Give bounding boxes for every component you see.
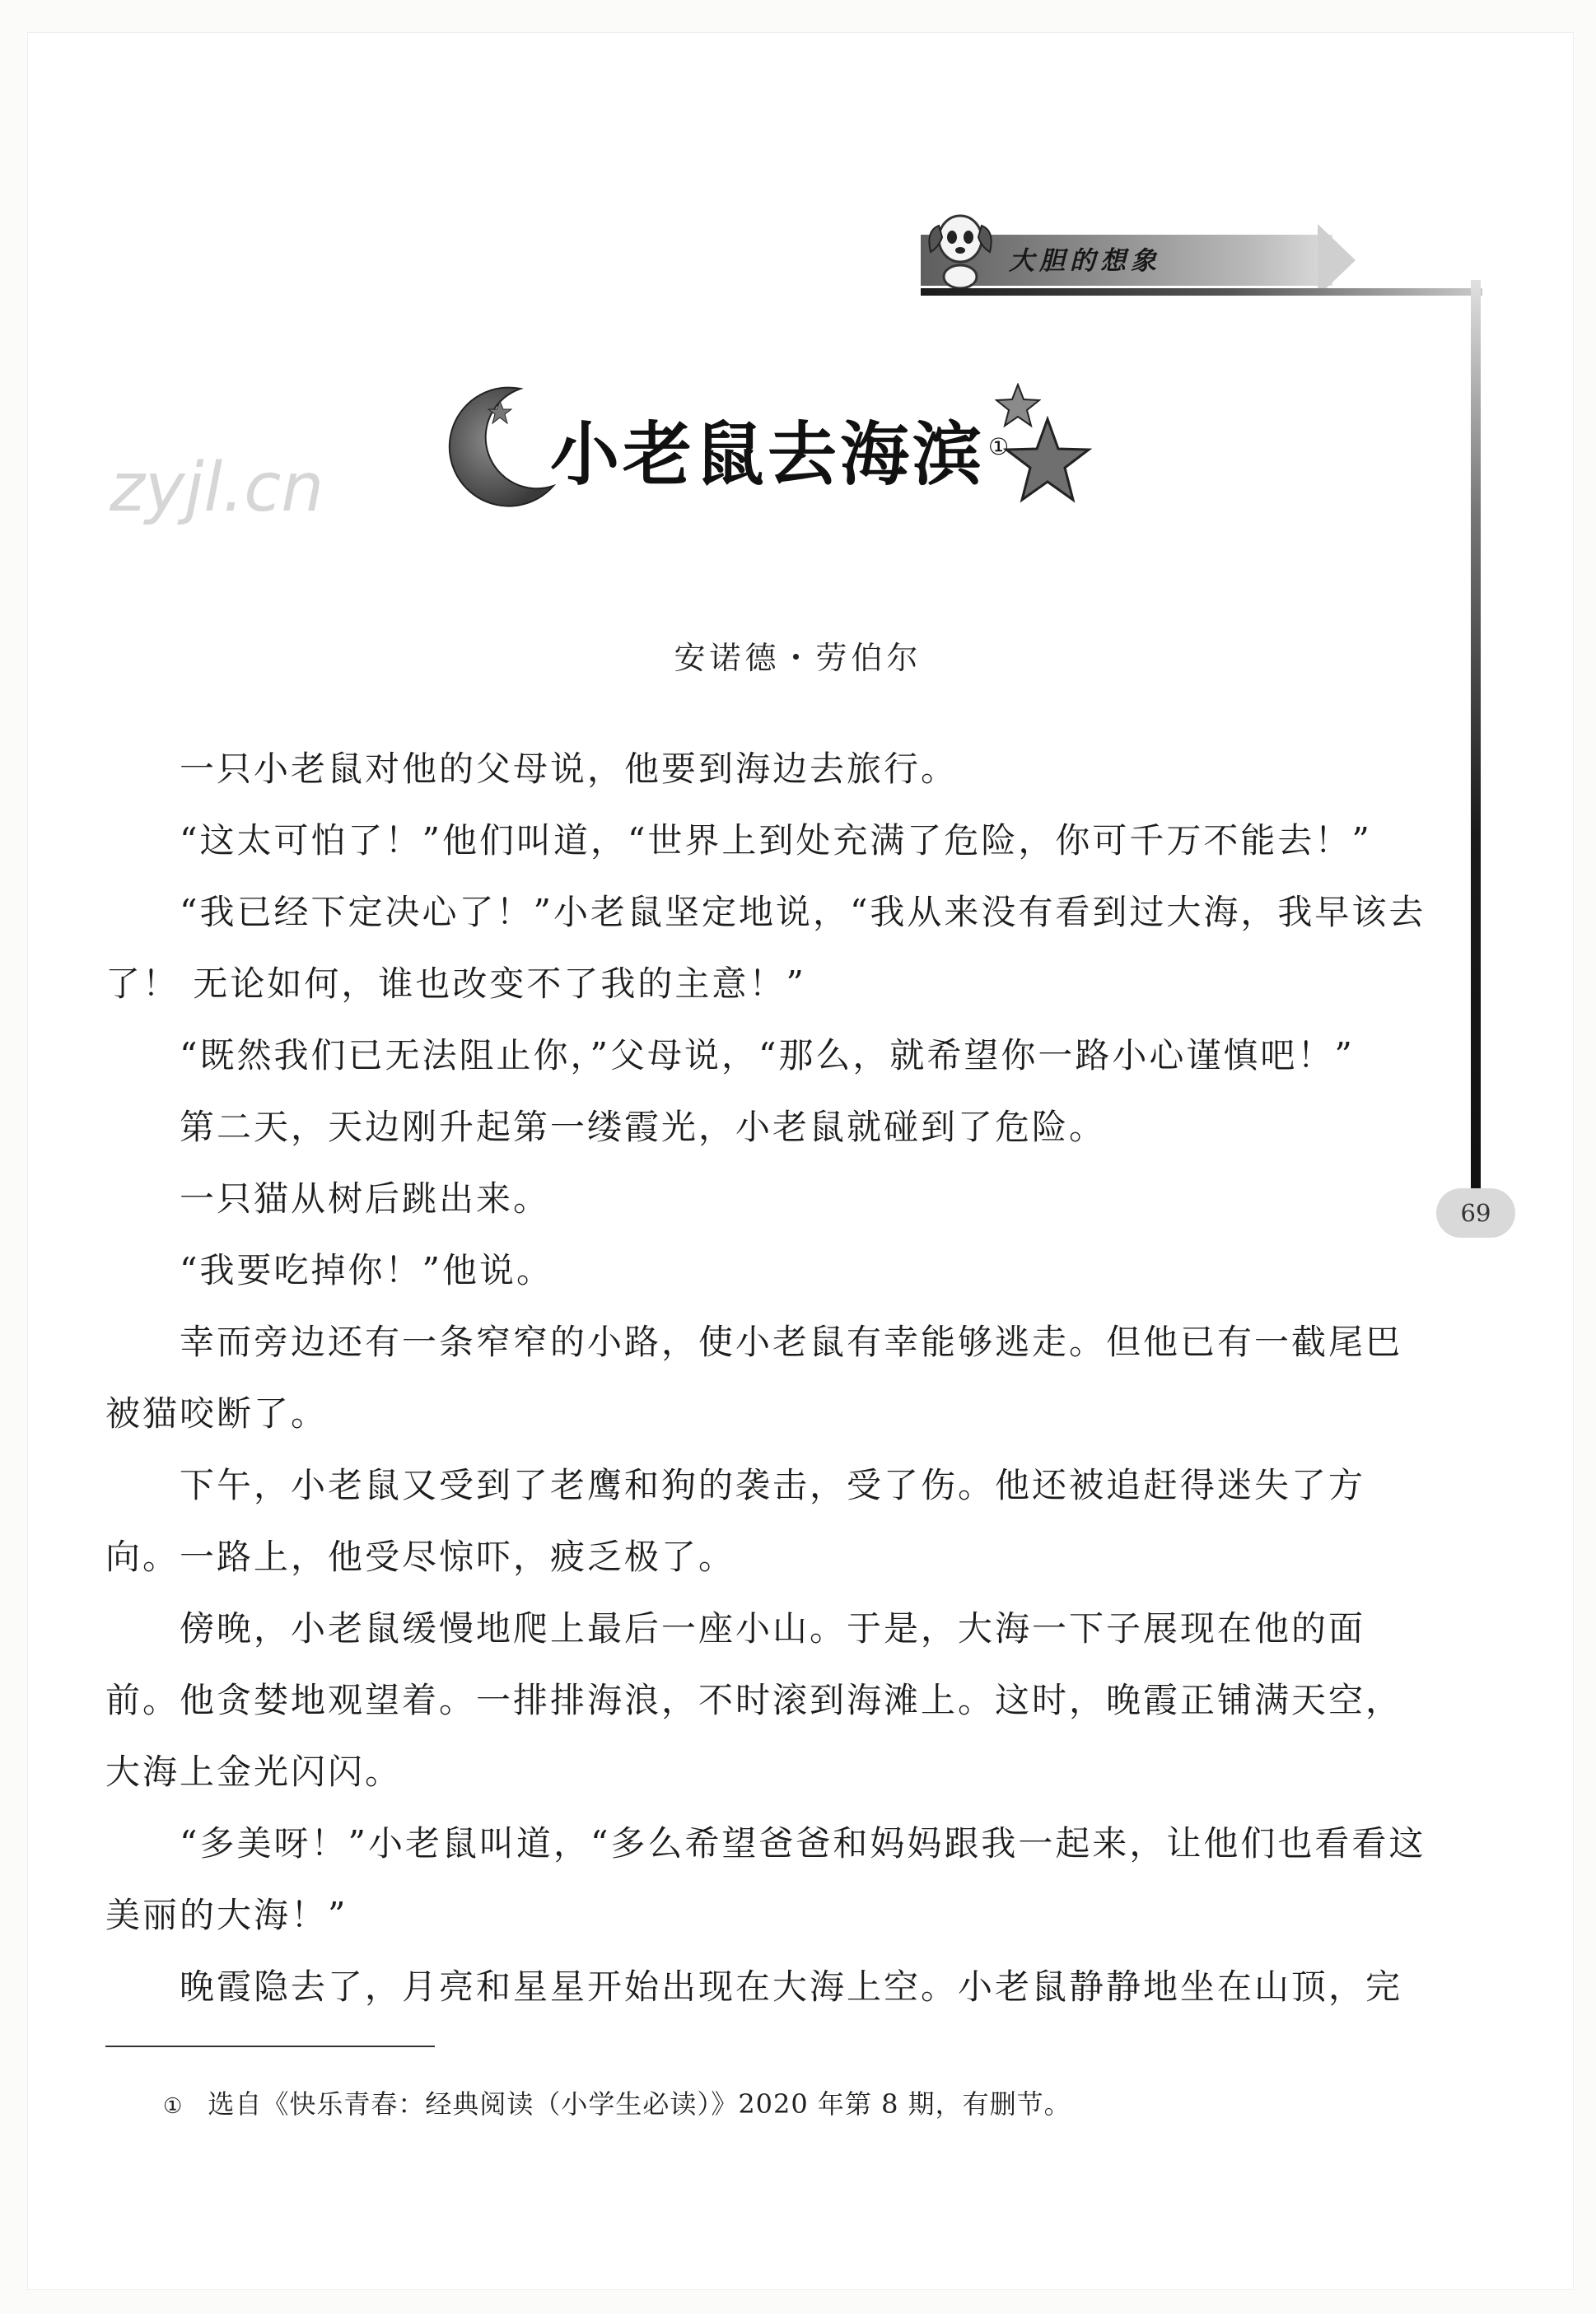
footnote-marker: ① <box>163 2094 184 2119</box>
paragraph: “我要吃掉你！”他说。 <box>180 1250 553 1290</box>
paragraph: 第二天，天边刚升起第一缕霞光，小老鼠就碰到了危险。 <box>180 1107 1107 1147</box>
article-title <box>550 399 1012 499</box>
article-title-text: 小老鼠去海滨 <box>550 413 986 495</box>
paragraph: “多美呀！”小老鼠叫道，“多么希望爸爸和妈妈跟我一起来，让他们也看看这美丽的大海！” <box>105 1823 1426 1935</box>
paragraph: 下午，小老鼠又受到了老鹰和狗的袭击，受了伤。他还被追赶得迷失了方向。一路上，他受尽惊吓，疲乏极了。 <box>105 1465 1366 1577</box>
star-icon <box>488 400 512 425</box>
watermark: zyjl.cn <box>110 449 324 527</box>
article-body <box>105 733 1427 2022</box>
footnote <box>163 2083 1071 2121</box>
article-author: 安诺德・劳伯尔 <box>674 640 922 676</box>
footnote-text: 选自《快乐青春：经典阅读（小学生必读）》2020 年第 8 期，有删节。 <box>208 2088 1071 2120</box>
page-number: 69 <box>1436 1188 1515 1238</box>
paragraph: “这太可怕了！”他们叫道，“世界上到处充满了危险，你可千万不能去！” <box>180 820 1372 861</box>
puppy-icon <box>921 201 1000 290</box>
paragraph: 幸而旁边还有一条窄窄的小路，使小老鼠有幸能够逃走。但他已有一截尾巴被猫咬断了。 <box>105 1322 1403 1434</box>
section-label: 大胆的想象 <box>1009 246 1161 276</box>
banner-arrow-icon <box>1318 224 1356 296</box>
footnote-divider <box>105 2046 435 2047</box>
header-rule <box>921 288 1482 296</box>
side-bar <box>1471 280 1481 1202</box>
paragraph: “既然我们已无法阻止你，”父母说，“那么，就希望你一路小心谨慎吧！” <box>180 1035 1355 1075</box>
paragraph: “我已经下定决心了！”小老鼠坚定地说，“我从来没有看到过大海，我早该去了！ 无论如何，谁也改变不了我的主意！” <box>105 892 1426 1004</box>
paragraph: 一只猫从树后跳出来。 <box>180 1178 551 1219</box>
title-footnote-marker: ① <box>988 433 1013 460</box>
paragraph: 晚霞隐去了，月亮和星星开始出现在大海上空。小老鼠静静地坐在山顶，完 <box>180 1966 1403 2007</box>
star-icon <box>1003 416 1092 505</box>
paragraph: 一只小老鼠对他的父母说，他要到海边去旅行。 <box>180 749 959 789</box>
paragraph: 傍晚，小老鼠缓慢地爬上最后一座小山。于是，大海一下子展现在他的面前。他贪婪地观望着。一排排海浪，不时滚到海滩上。这时，晚霞正铺满天空，大海上金光闪闪。 <box>105 1608 1403 1792</box>
